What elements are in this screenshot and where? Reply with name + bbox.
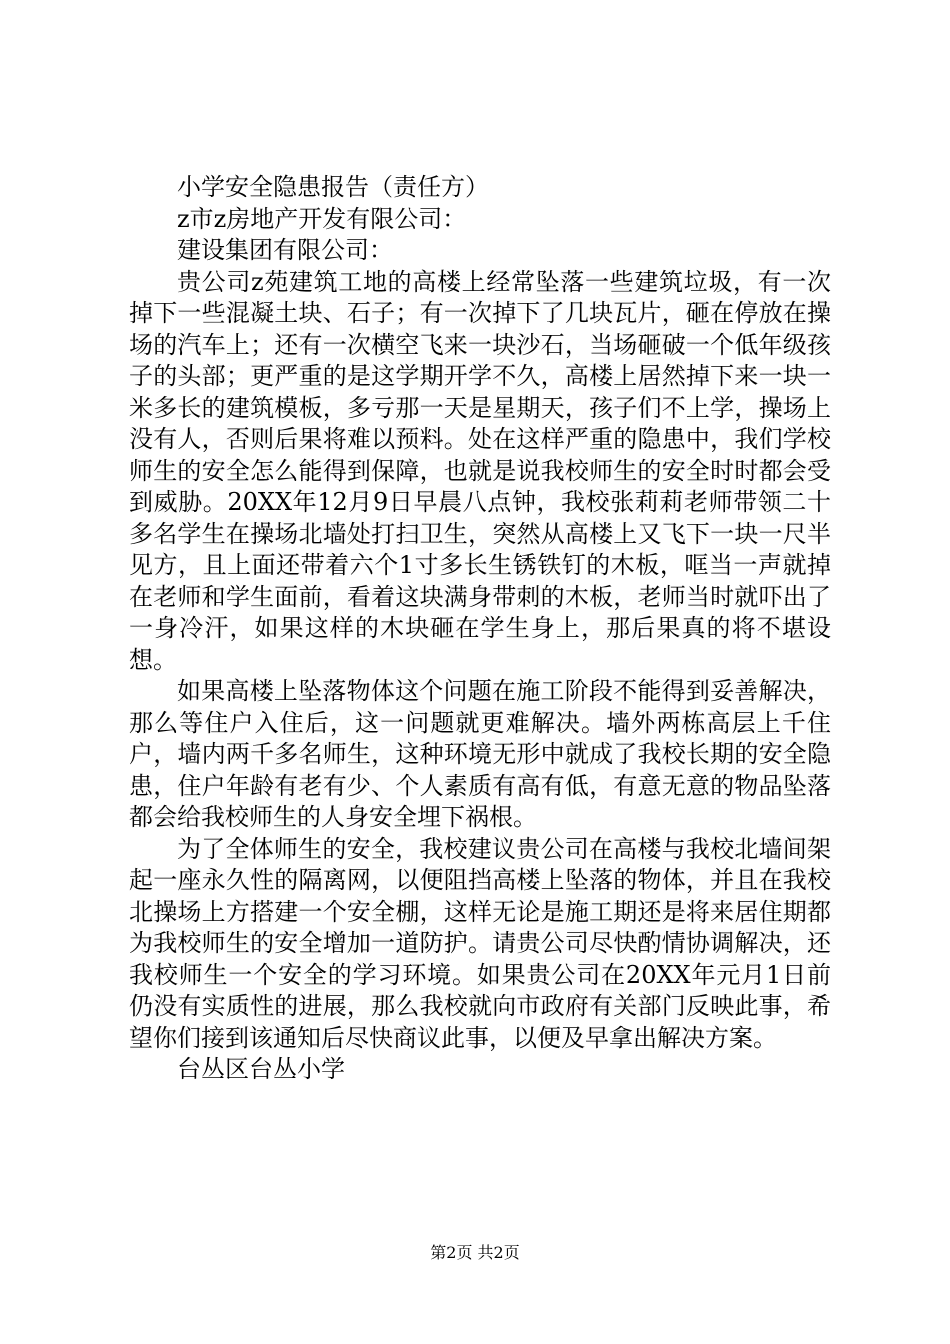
body-paragraph: 为了全体师生的安全，我校建议贵公司在高楼与我校北墙间架起一座永久性的隔离网，以便阻挡高楼上坠落的物体，并且在我校北操场上方搭建一个安全棚，这样无论是施工期还是将来居住期都为我校师生的安全增加一道防护。请贵公司尽快酌情协调解决，还我校师生一个安全的学习环境。如果贵公司在20XX年元月1日前仍没有实质性的进展，那么我校就向市政府有关部门反映此事，希望你们接到该通知后尽快商议此事，以便及早拿出解决方案。 (129, 834, 831, 1052)
recipient-line-1: z市z房地产开发有限公司： (177, 204, 467, 233)
page-footer (0, 1243, 950, 1263)
document-body (129, 172, 831, 1086)
document-title: 小学安全隐患报告（责任方） (177, 173, 489, 201)
signature-line: 台丛区台丛小学 (177, 1055, 345, 1083)
page-number: 第2页 共2页 (430, 1243, 520, 1262)
body-paragraph: 贵公司z苑建筑工地的高楼上经常坠落一些建筑垃圾，有一次掉下一些混凝土块、石子；有一次掉下了几块瓦片，砸在停放在操场的汽车上；还有一次横空飞来一块沙石，当场砸破一个低年级孩子的头部；更严重的是这学期开学不久，高楼上居然掉下来一块一米多长的建筑模板，多亏那一天是星期天，孩子们不上学，操场上没有人，否则后果将难以预料。处在这样严重的隐患中，我们学校师生的安全怎么能得到保障，也就是说我校师生的安全时时都会受到威胁。20XX年12月9日早晨八点钟，我校张莉莉老师带领二十多名学生在操场北墙处打扫卫生，突然从高楼上又飞下一块一尺半见方，且上面还带着六个1寸多长生锈铁钉的木板，哐当一声就掉在老师和学生面前，看着这块满身带刺的木板，老师当时就吓出了一身冷汗，如果这样的木块砸在学生身上，那后果真的将不堪设想。 (129, 267, 831, 674)
recipient-line-2: 建设集团有限公司： (177, 236, 393, 264)
body-paragraph: 如果高楼上坠落物体这个问题在施工阶段不能得到妥善解决，那么等住户入住后，这一问题就更难解决。墙外两栋高层上千住户，墙内两千多名师生，这种环境无形中就成了我校长期的安全隐患，住户年龄有老有少、个人素质有高有低，有意无意的物品坠落都会给我校师生的人身安全埋下祸根。 (129, 677, 831, 831)
